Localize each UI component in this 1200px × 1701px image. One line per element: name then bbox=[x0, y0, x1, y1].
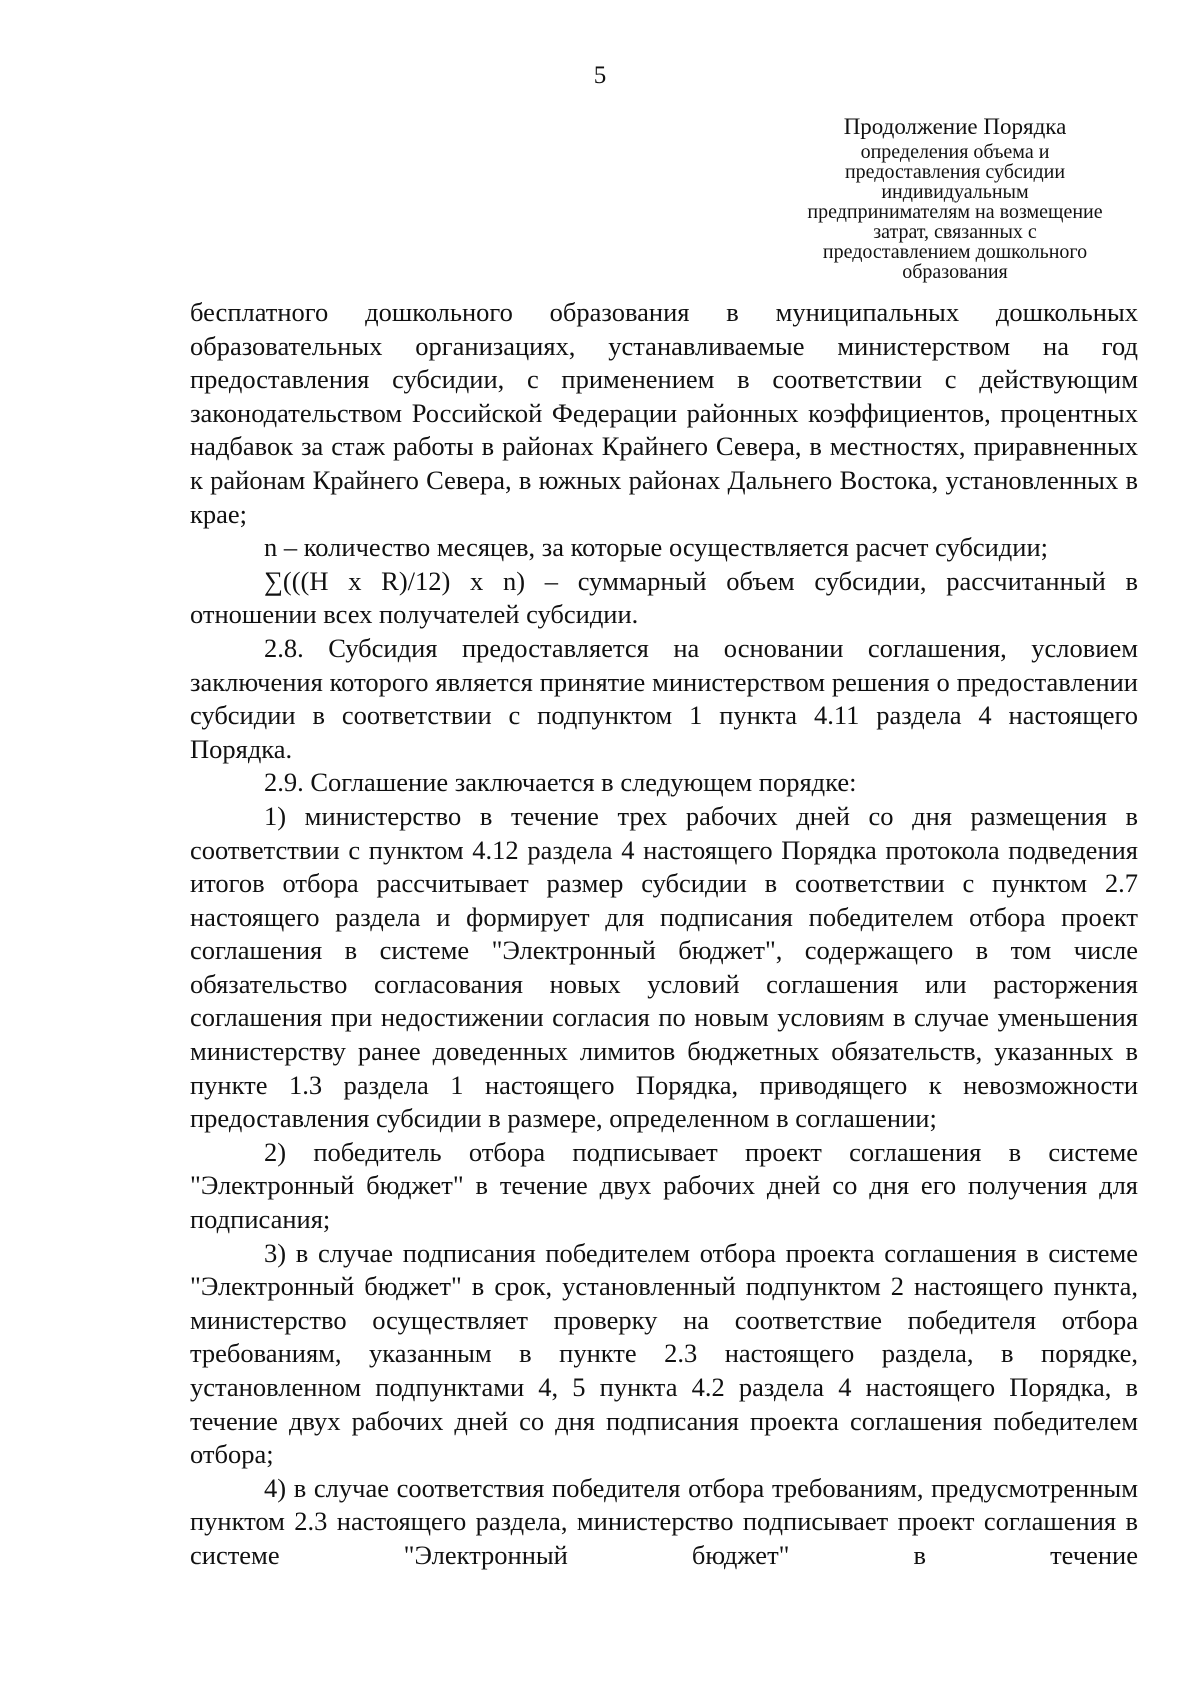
body-paragraph: n – количество месяцев, за которые осуществляется расчет субсидии; bbox=[264, 532, 1048, 563]
header-line: Продолжение Порядка bbox=[843, 114, 1067, 139]
header-line: затрат, связанных с bbox=[873, 221, 1037, 243]
body-paragraph: 4) в случае соответствия победителя отбора требованиям, предусмотренным пунктом 2.3 настоящего раздела, министерство подписывает проект соглашения в системе "Электронный бюджет" в течение bbox=[190, 1472, 1138, 1570]
header-line: предпринимателям на возмещение bbox=[807, 201, 1103, 223]
header-line: предоставлением дошкольного bbox=[822, 241, 1088, 263]
body-paragraph: 2.9. Соглашение заключается в следующем порядке: bbox=[264, 767, 857, 798]
body-paragraph: 3) в случае подписания победителем отбора проекта соглашения в системе "Электронный бюджет" в срок, установленный подпунктом 2 настоящего пункта, министерство осуществляет проверку на соответствие победителя отбора требованиям, указанным в пункте 2.3 настоящего раздела, в порядке, установленном подпунктами 4, 5 пункта 4.2 раздела 4 настоящего Порядка, в течение двух рабочих дней со дня подписания проекта соглашения победителем отбора; bbox=[190, 1237, 1138, 1470]
header-line: образования bbox=[902, 261, 1008, 283]
page-number: 5 bbox=[593, 62, 607, 89]
body-paragraph: ∑(((H x R)/12) x n) – суммарный объем субсидии, рассчитанный в отношении всех получателей субсидии. bbox=[190, 565, 1138, 630]
document-header bbox=[760, 112, 1150, 282]
body-paragraph: 2.8. Субсидия предоставляется на основании соглашения, условием заключения которого является принятие министерством решения о предоставлении субсидии в соответствии с подпунктом 1 пункта 4.11 раздела 4 настоящего Порядка. bbox=[190, 632, 1138, 764]
body-paragraph: 2) победитель отбора подписывает проект соглашения в системе "Электронный бюджет" в течение двух рабочих дней со дня его получения для подписания; bbox=[190, 1136, 1138, 1235]
header-line: определения объема и bbox=[860, 141, 1050, 163]
body-paragraph: бесплатного дошкольного образования в муниципальных дошкольных образовательных организациях, устанавливаемые министерством на год предоставления субсидии, с применением в соответствии с действующим законодательством Российской Федерации районных коэффициентов, процентных надбавок за стаж работы в районах Крайнего Севера, в местностях, приравненных к районам Крайнего Севера, в южных районах Дальнего Востока, установленных в крае; bbox=[190, 297, 1138, 529]
body-paragraph: 1) министерство в течение трех рабочих дней со дня размещения в соответствии с пунктом 4.12 раздела 4 настоящего Порядка протокола подведения итогов отбора рассчитывает размер субсидии в соответствии с пунктом 2.7 настоящего раздела и формирует для подписания победителем отбора проект соглашения в системе "Электронный бюджет", содержащего в том числе обязательство согласования новых условий соглашения или расторжения соглашения при недостижении согласия по новым условиям в случае уменьшения министерству ранее доведенных лимитов бюджетных обязательств, указанных в пункте 1.3 раздела 1 настоящего Порядка, приводящего к невозможности предоставления субсидии в размере, определенном в соглашении; bbox=[190, 800, 1138, 1134]
header-line: предоставления субсидии bbox=[844, 161, 1066, 183]
header-line: индивидуальным bbox=[881, 181, 1029, 203]
document-body bbox=[190, 296, 1138, 1573]
